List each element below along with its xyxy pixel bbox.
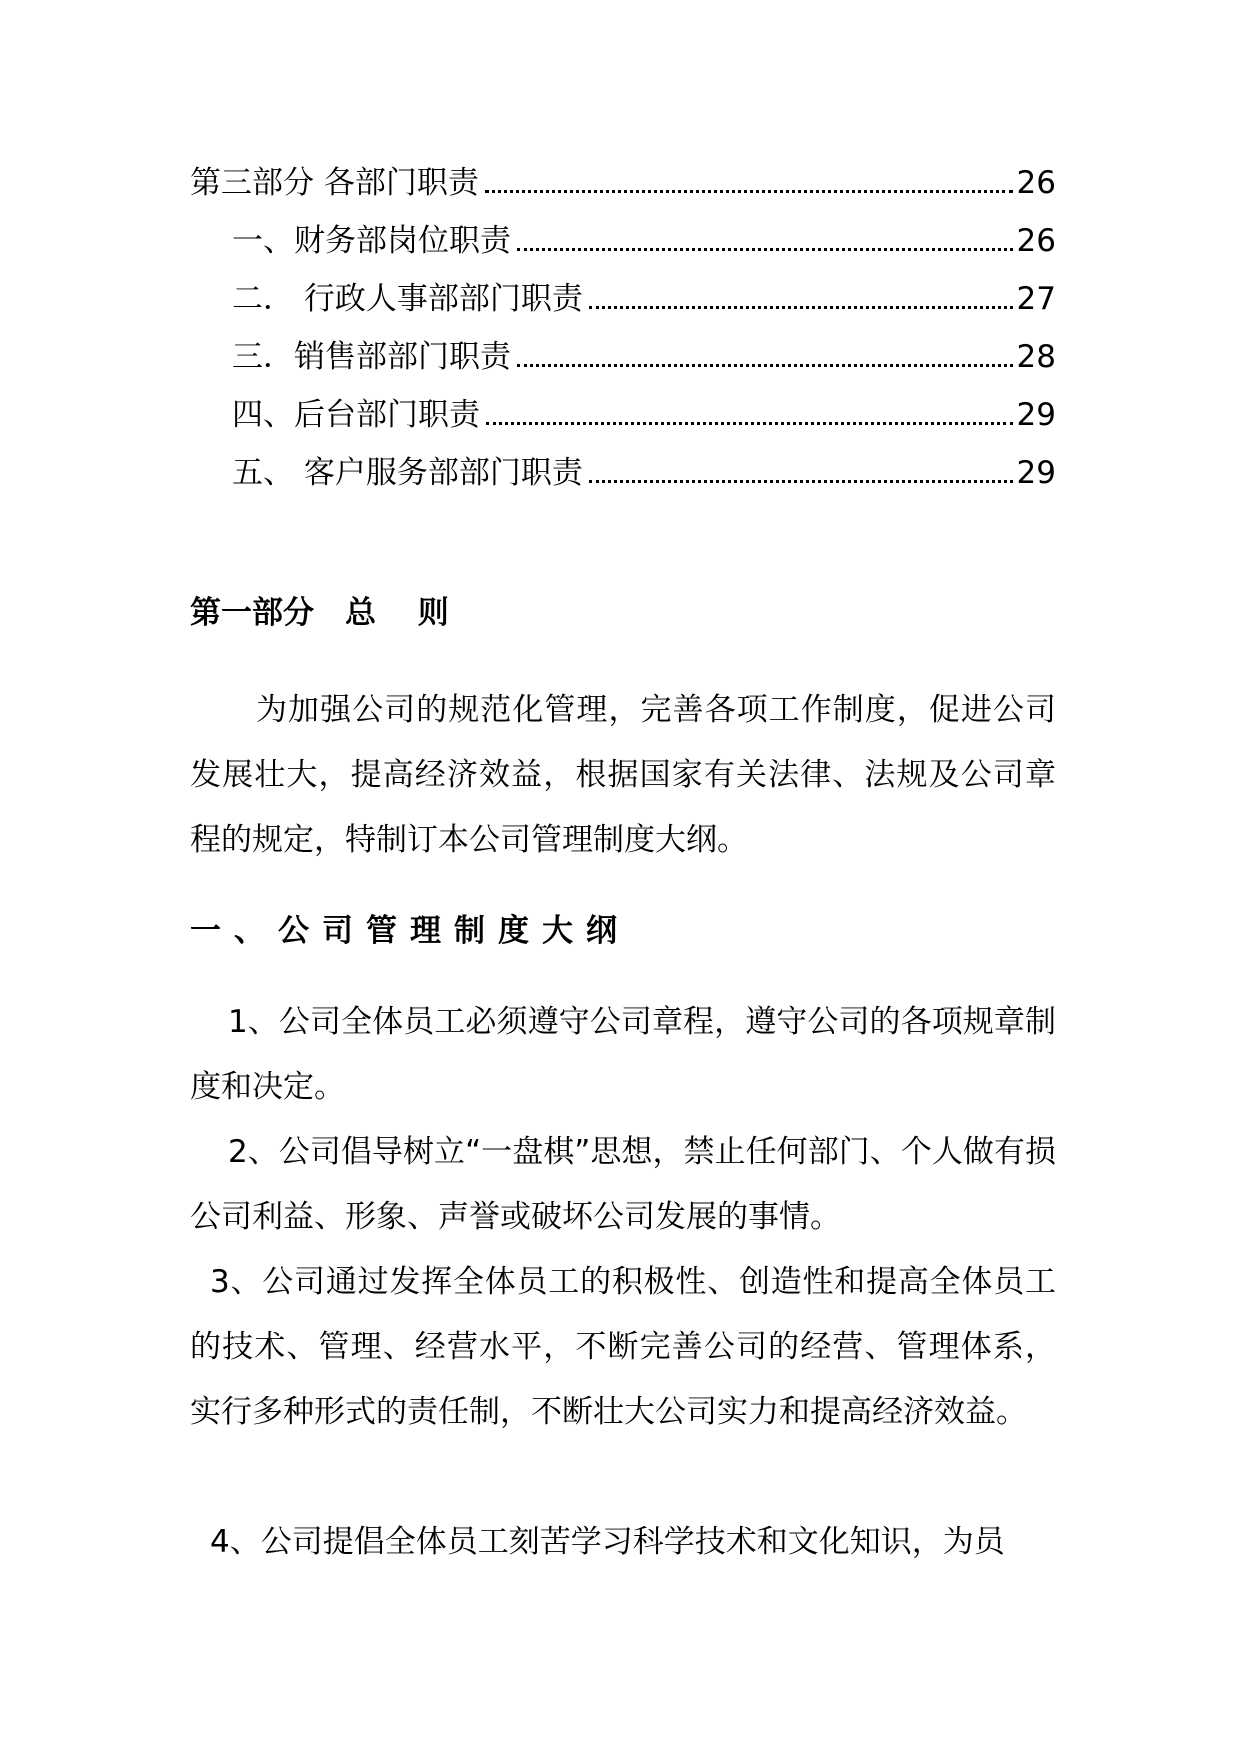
list-item: 2、公司倡导树立“一盘棋”思想，禁止任何部门、个人做有损公司利益、形象、声誉或破坏公司发展的事情。: [190, 1134, 1056, 1235]
list-item: 3、公司通过发挥全体员工的积极性、创造性和提高全体员工的技术、管理、经营水平，不断完善公司的经营、管理体系，实行多种形式的责任制，不断壮大公司实力和提高经济效益。: [190, 1264, 1056, 1430]
toc-entry-title: 二． 行政人事部部门职责: [232, 281, 583, 317]
list-item: 4、公司提倡全体员工刻苦学习科学技术和文化知识，为员: [210, 1524, 1005, 1560]
section-heading: 第一部分 总 则: [190, 595, 449, 631]
toc-entry-page: 29: [1016, 397, 1056, 433]
toc-dot-leader: [485, 190, 1013, 193]
list-item: 1、公司全体员工必须遵守公司章程，遵守公司的各项规章制度和决定。: [190, 1004, 1056, 1105]
toc-entry-page: 29: [1016, 455, 1056, 491]
toc-entry[interactable]: [232, 392, 1056, 438]
toc-entry-title: 第三部分 各部门职责: [190, 165, 479, 201]
toc-dot-leader: [589, 480, 1013, 483]
subsection-heading: 一、公司管理制度大纲: [190, 913, 630, 949]
toc-entry[interactable]: [232, 276, 1056, 322]
toc-entry-page: 28: [1016, 339, 1056, 375]
toc-dot-leader: [486, 422, 1013, 425]
toc-entry-title: 五、 客户服务部部门职责: [232, 455, 583, 491]
toc-entry[interactable]: [190, 160, 1056, 206]
toc-dot-leader: [589, 306, 1013, 309]
toc-entry-title: 一、财务部岗位职责: [232, 223, 511, 259]
intro-paragraph: 为加强公司的规范化管理，完善各项工作制度，促进公司发展壮大，提高经济效益，根据国家有关法律、法规及公司章程的规定，特制订本公司管理制度大纲。: [190, 692, 1056, 858]
toc-entry-title: 三．销售部部门职责: [232, 339, 511, 375]
toc-entry[interactable]: [232, 334, 1056, 380]
toc-dot-leader: [517, 248, 1013, 251]
toc-entry-title: 四、后台部门职责: [232, 397, 480, 433]
toc-entry[interactable]: [232, 218, 1056, 264]
toc-dot-leader: [517, 364, 1013, 367]
toc-entry-page: 26: [1016, 223, 1056, 259]
toc-entry-page: 26: [1016, 165, 1056, 201]
toc-entry-page: 27: [1016, 281, 1056, 317]
toc-entry[interactable]: [232, 450, 1056, 496]
